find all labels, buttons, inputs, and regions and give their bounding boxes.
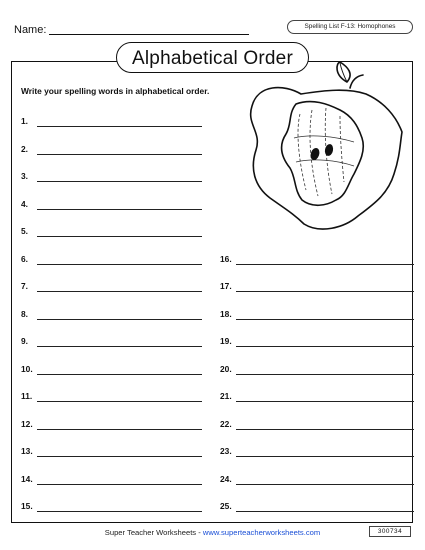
answer-number: 10. (21, 363, 33, 374)
answer-number: 18. (220, 308, 232, 319)
name-line (49, 34, 249, 35)
name-label: Name: (14, 24, 47, 36)
answer-number: 23. (220, 446, 232, 456)
answer-number: 11. (21, 391, 33, 401)
answer-number: 22. (220, 418, 232, 429)
answer-rule[interactable] (37, 181, 202, 182)
answer-rule[interactable] (37, 126, 202, 127)
answer-rule[interactable] (37, 154, 202, 155)
answer-rule[interactable] (236, 456, 414, 457)
answer-number: 16. (220, 253, 232, 264)
answer-number: 15. (21, 501, 33, 511)
answer-number: 6. (21, 253, 28, 264)
answer-rule[interactable] (37, 264, 202, 265)
answer-rule[interactable] (37, 346, 202, 347)
answer-rule[interactable] (236, 429, 414, 430)
answer-rule[interactable] (37, 456, 202, 457)
answer-number: 7. (21, 281, 28, 291)
answer-rule[interactable] (37, 236, 202, 237)
apple-core-icon (236, 58, 408, 240)
answer-rule[interactable] (37, 511, 202, 512)
answer-number: 14. (21, 473, 33, 484)
worksheet-code: 300734 (369, 526, 411, 537)
answer-number: 12. (21, 418, 33, 429)
page-title: Alphabetical Order (116, 42, 309, 73)
answer-rule[interactable] (37, 209, 202, 210)
answer-rule[interactable] (236, 291, 414, 292)
answer-rule[interactable] (236, 511, 414, 512)
answer-number: 2. (21, 143, 28, 154)
answer-rule[interactable] (37, 429, 202, 430)
footer-separator: - (196, 528, 203, 537)
answer-rule[interactable] (37, 319, 202, 320)
answer-rule[interactable] (37, 484, 202, 485)
answer-rule[interactable] (236, 401, 414, 402)
instructions: Write your spelling words in alphabetical order. (21, 86, 210, 96)
answer-number: 3. (21, 171, 28, 181)
answer-number: 25. (220, 501, 232, 511)
answer-rule[interactable] (37, 401, 202, 402)
answer-rule[interactable] (236, 374, 414, 375)
answer-number: 1. (21, 116, 28, 126)
list-tag: Spelling List F-13: Homophones (287, 20, 413, 34)
answer-number: 21. (220, 391, 232, 401)
answer-number: 4. (21, 198, 28, 209)
answer-number: 13. (21, 446, 33, 456)
answer-number: 8. (21, 308, 28, 319)
answer-rule[interactable] (236, 264, 414, 265)
answer-number: 20. (220, 363, 232, 374)
footer-link[interactable]: www.superteacherworksheets.com (202, 528, 321, 537)
answer-number: 9. (21, 336, 28, 346)
answer-number: 24. (220, 473, 232, 484)
footer-brand: Super Teacher Worksheets (104, 528, 197, 537)
answer-rule[interactable] (236, 346, 414, 347)
answer-number: 19. (220, 336, 232, 346)
answer-rule[interactable] (37, 291, 202, 292)
answer-rule[interactable] (37, 374, 202, 375)
answer-number: 5. (21, 226, 28, 236)
answer-number: 17. (220, 281, 232, 291)
answer-rule[interactable] (236, 484, 414, 485)
footer (0, 528, 425, 537)
answer-rule[interactable] (236, 319, 414, 320)
